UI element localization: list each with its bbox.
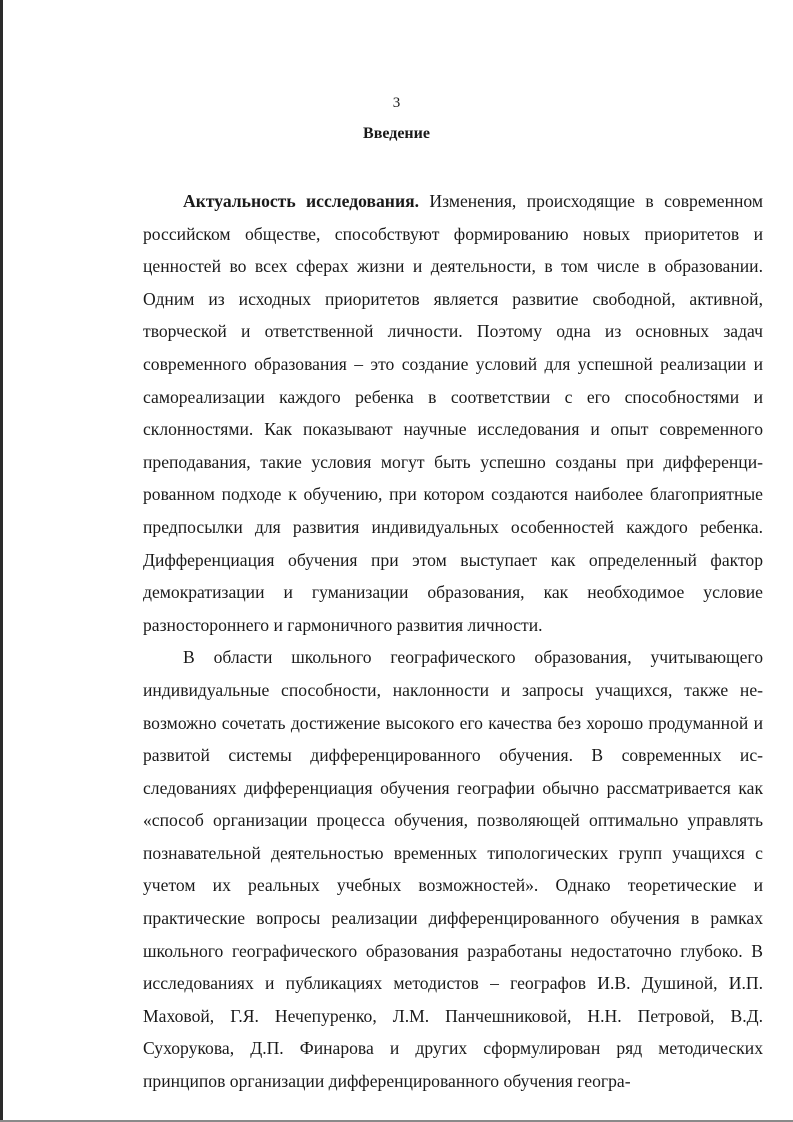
section-title: Введение xyxy=(363,125,430,142)
paragraph-relevance xyxy=(143,185,763,641)
paragraph-geography xyxy=(143,641,763,1097)
body-text xyxy=(143,185,763,1098)
paragraph-lead: Актуальность исследования. xyxy=(183,191,419,211)
scan-left-edge xyxy=(0,0,3,1122)
paragraph-text: В области школьного географического образования, учитывающего индивидуальные способности, наклонности и запросы учащихся, также невозможно сочетать достижение высокого его качества без хорошо продуманной и развитой системы дифференцированного обучения. В современных исследованиях дифференциация обучения географии обычно рассматривается как «способ организации процесса обучения, позволяющей оптимально управлять познавательной деятельностью временных типологических групп учащихся с учетом их реальных учебных возможностей». Однако теоретические и практические вопросы реализации дифференцированного обучения в рамках школьного географического образования разработаны недостаточно глубоко. В исследованиях и публикациях методистов – географов И.В. Душиной, И.П. Маховой, Г.Я. Нечепуренко, Л.М. Панчешниковой, Н.Н. Петровой, В.Д. Сухорукова, Д.П. Финарова и других сформулирован ряд методических принципов организации дифференцированного обучения геогра- xyxy=(143,647,763,1092)
paragraph-text: Изменения, происходящие в современном российском обществе, способствуют формированию новых приоритетов и ценностей во всех сферах жизни и деятельности, в том числе в образовании. Одним из исходных приоритетов является развитие свободной, активной, творческой и ответственной личности. Поэтому одна из основных задач современного образования – это создание условий для успешной реализации и самореализации каждого ребенка в соответствии с его способностями и склонностями. Как показывают научные исследования и опыт современного преподавания, такие условия могут быть успешно созданы при дифференцированном подходе к обучению, при котором создаются наиболее благоприятные предпосылки для развития индивидуальных особенностей каждого ребенка. Дифференциация обучения при этом выступает как определенный фактор демократизации и гуманизации образования, как необходимое условие разностороннего и гармоничного развития личности. xyxy=(143,191,763,635)
page-number: 3 xyxy=(392,95,401,111)
